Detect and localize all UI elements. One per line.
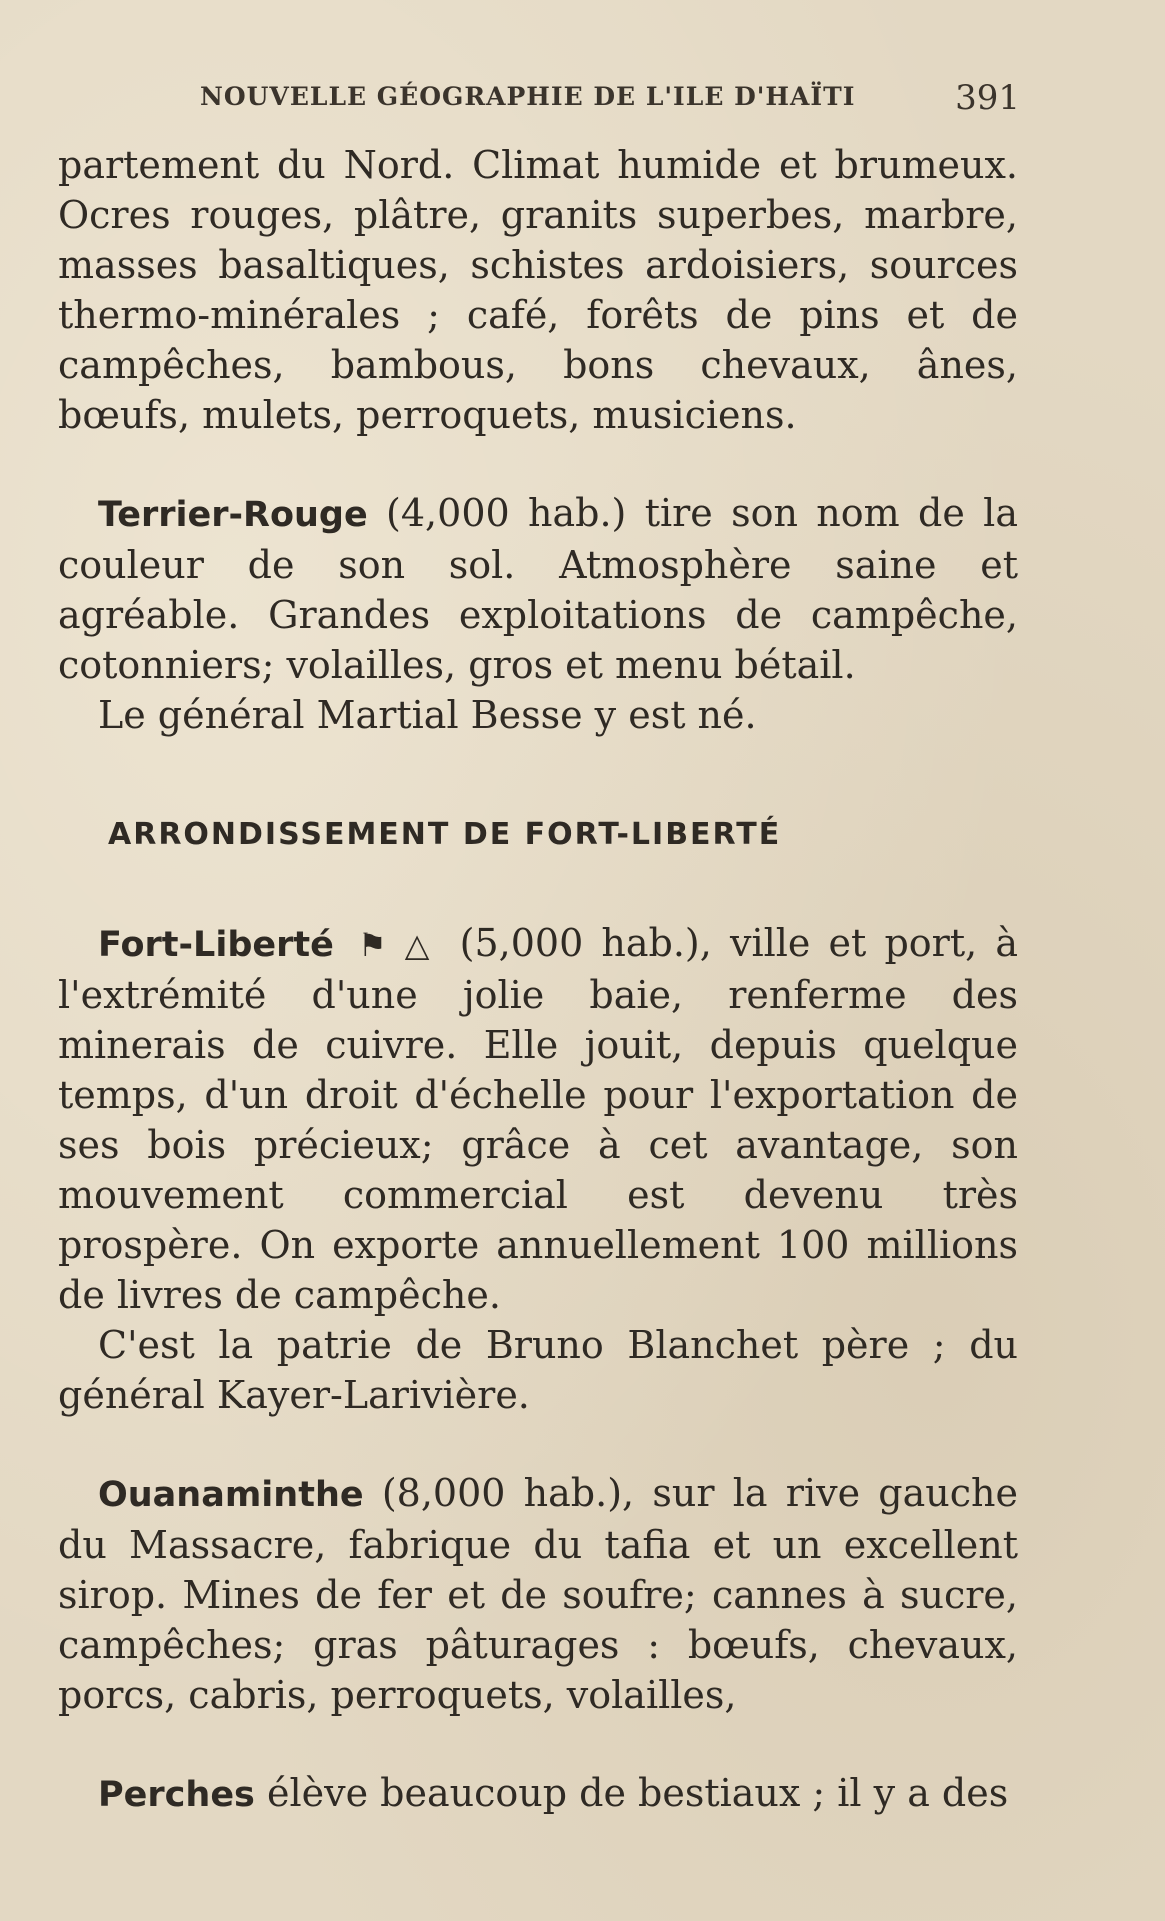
fort-liberte-description: (5,000 hab.), ville et port, à l'extrémité d'une jolie baie, renferme des minerais de cuivre. Elle jouit, depuis quelque temps, d'un droit d'échelle pour l'exportation de ses bois précieux; grâce à cet avantage, son mouvement commercial est devenu très prospère. On exporte annuellement 100 millions de livres de campêche. <box>58 921 1018 1317</box>
paragraph-nord-continuation: partement du Nord. Climat humide et brumeux. Ocres rouges, plâtre, granits superbes, marbre, masses basaltiques, schistes ardoisiers, sources thermo-minérales ; café, forêts de pins et de campêches, bambous, bons chevaux, ânes, bœufs, mulets, perroquets, musiciens. <box>58 143 1018 437</box>
page-number: 391 <box>955 78 1020 118</box>
triangle-icon: △ <box>398 926 436 964</box>
running-title: NOUVELLE GÉOGRAPHIE DE L'ILE D'HAÏTI <box>200 82 856 111</box>
paragraph-martial-besse: Le général Martial Besse y est né. <box>98 693 757 737</box>
place-name-perches: Perches <box>98 1775 255 1815</box>
running-head <box>200 78 1020 122</box>
ouanaminthe-description: (8,000 hab.), sur la rive gauche du Massacre, fabrique du tafia et un excellent sirop. Mines de fer et de soufre; cannes à sucre, campêches; gras pâturages : bœufs, chevaux, porcs, cabris, perroquets, volailles, <box>58 1471 1018 1717</box>
section-heading-fort-liberte: ARRONDISSEMENT DE FORT-LIBERTÉ <box>108 817 782 852</box>
place-name-ouanaminthe: Ouanaminthe <box>98 1475 364 1515</box>
paragraph-terrier-rouge <box>58 488 1018 690</box>
paragraph-perches <box>58 1768 1018 1820</box>
place-name-fort-liberte: Fort-Liberté <box>98 925 334 965</box>
paragraph-ouanaminthe <box>58 1468 1018 1720</box>
flag-icon: ⚑ <box>358 926 387 964</box>
paragraph-bruno-blanchet: C'est la patrie de Bruno Blanchet père ; du général Kayer-Larivière. <box>58 1323 1018 1417</box>
paragraph-fort-liberte <box>58 918 1018 1320</box>
perches-description: élève beaucoup de bestiaux ; il y a des <box>254 1771 1009 1815</box>
body-text <box>58 140 1018 1820</box>
place-name-terrier-rouge: Terrier-Rouge <box>98 495 368 535</box>
terrier-rouge-description: (4,000 hab.) tire son nom de la couleur de son sol. Atmosphère saine et agréable. Grandes exploitations de campêche, cotonniers; volailles, gros et menu bétail. <box>58 491 1018 687</box>
